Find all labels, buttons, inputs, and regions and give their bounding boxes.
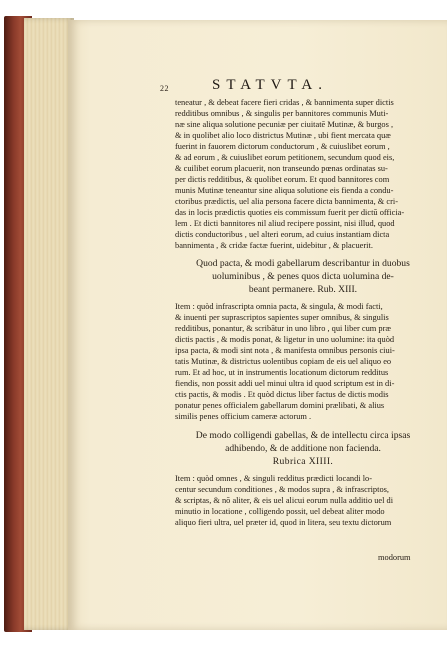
page-stack bbox=[24, 18, 74, 630]
text-line: redditibus, ponantur, & scribātur in uno libro , qui liber cum præ bbox=[175, 324, 391, 333]
text-line: & in quolibet alio loco districtus Mutinæ , ubi fient mercata quæ bbox=[175, 131, 391, 140]
rubric-heading: adhibendo, & de additione non facienda. bbox=[225, 443, 381, 454]
text-line: dictis conductoribus , uel alteri eorum, ad cuius instantiam dicta bbox=[175, 230, 390, 239]
text-line: munis Mutinæ teneantur sine aliqua solutione eis fienda a condu- bbox=[175, 186, 394, 195]
text-line: & inuenti per suprascriptos sapientes super omnibus, & singulis bbox=[175, 313, 389, 322]
text-line: fiendis, non possit addi uel minui ultra id quod scriptum est in di- bbox=[175, 379, 395, 388]
text-line: næ sine aliqua solutione pecuniæ per ciuitatē Mutinæ, & burgos , bbox=[175, 120, 394, 129]
text-line: fuerint in fauorem dictorum conductorum , & cuiuslibet eorum , bbox=[175, 142, 390, 151]
text-line: tatis Mutinæ, & districtus uolentibus copiam de eis uel aliquo eo bbox=[175, 357, 392, 366]
rubric-heading: De modo colligendi gabellas, & de intellectu circa ipsas bbox=[195, 430, 411, 441]
text-line: & cuilibet eorum placuerit, non transeundo pœnas ordinatas su- bbox=[175, 164, 388, 173]
rubric-heading: uoluminibus , & penes quos dicta uolumina de- bbox=[212, 271, 394, 282]
text-line: & scriptas, & nō aliter, & eis uel alicui eorum nulla additio uel di bbox=[175, 496, 394, 505]
rubric-heading: Rubrica XIIII. bbox=[272, 456, 334, 467]
text-line: ctis pactis, & modis . Et quòd dictus liber factus de dictis modis bbox=[175, 390, 389, 399]
rubric-heading: Quod pacta, & modi gabellarum describantur in duobus bbox=[196, 258, 410, 269]
text-line: bannimenta , & cridæ factæ fuerint, uidebitur , & placuerit. bbox=[175, 241, 373, 250]
text-line: centur secundum conditiones , & modos supra , & infrascriptos, bbox=[175, 485, 389, 494]
text-line: ctoribus prædictis, uel alia persona facere dicta bannimenta, & cri- bbox=[175, 197, 399, 206]
text-line: similis penes officium cameræ actorum . bbox=[175, 412, 312, 421]
text-line: & ad eorum , & cuiuslibet eorum petitionem, secundum quod eis, bbox=[175, 153, 395, 162]
text-line: per dictis redditibus, & quolibet eorum. Et quod bannitores com bbox=[175, 175, 390, 184]
text-line: teneatur , & debeat facere fieri cridas , & bannimenta super dictis bbox=[175, 98, 394, 107]
catchword: modorum bbox=[378, 553, 411, 562]
text-line: Item : quòd infrascripta omnia pacta, & singula, & modi facti, bbox=[175, 302, 383, 311]
page-number: 22 bbox=[160, 84, 169, 93]
text-line: dictis pactis , & modis ponat, & ligetur in uno uolumine: ita quòd bbox=[175, 335, 395, 344]
text-line: Item : quòd omnes , & singuli redditus prædicti locandi lo- bbox=[175, 474, 373, 483]
text-line: rum. Et ad hoc, ut in instrumentis locationum dictorum redditus bbox=[175, 368, 389, 377]
text-line: das in locis prædictis quoties eis commissum fuerit per dictū officia- bbox=[175, 208, 405, 217]
text-line: redditibus omnibus , & singulis per bannitores communis Muti- bbox=[175, 109, 389, 118]
rubric-heading: beant permanere. Rub. XIII. bbox=[248, 284, 358, 295]
text-line: aliquo fieri ultra, uel præter id, quod in litera, seu textu dictorum bbox=[175, 518, 392, 527]
text-line: ipsa pacta, & modi sint nota , & manifesta omnibus personis ciui- bbox=[175, 346, 395, 355]
text-line: minutio in locatione , colligendo possit, uel debeat aliter modo bbox=[175, 507, 385, 516]
text-line: lem . Et dicti bannitores nil aliud recipere possint, nisi illud, quod bbox=[175, 219, 395, 228]
running-head: STATVTA. bbox=[212, 77, 329, 93]
text-line: ponatur penes officialem gabellarum domini prælibati, & alius bbox=[175, 401, 385, 410]
